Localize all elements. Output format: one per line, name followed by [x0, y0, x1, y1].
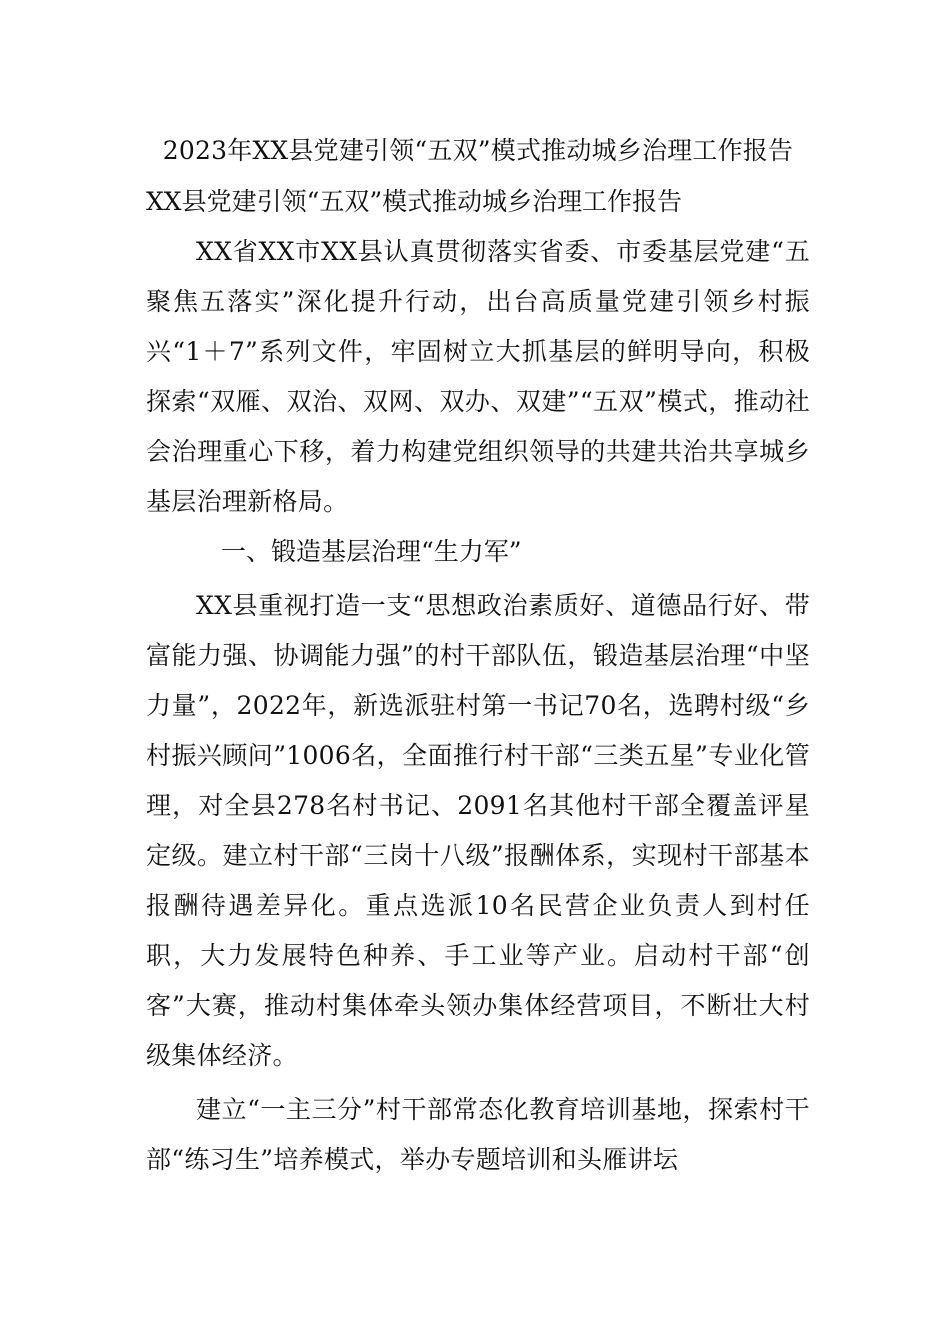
intro-paragraph: XX省XX市XX县认真贯彻落实省委、市委基层党建“五聚焦五落实”深化提升行动，出台高质量党建引领乡村振兴“1＋7”系列文件，牢固树立大抓基层的鲜明导向，积极探索“双雁、双治、双网、双办、双建”“五双”模式，推动社会治理重心下移，着力构建党组织领导的共建共治共享城乡基层治理新格局。 — [146, 237, 810, 516]
document-body — [146, 125, 810, 1185]
section-1-paragraph-2: 建立“一主三分”村干部常态化教育培训基地，探索村干部“练习生”培养模式，举办专题培训和头雁讲坛 — [146, 1095, 810, 1174]
document-subtitle: XX县党建引领“五双”模式推动城乡治理工作报告 — [146, 187, 683, 216]
document-title: 2023年XX县党建引领“五双”模式推动城乡治理工作报告 — [162, 136, 794, 165]
section-1-paragraph-1: XX县重视打造一支“思想政治素质好、道德品行好、带富能力强、协调能力强”的村干部队伍，锻造基层治理“中坚力量”，2022年，新选派驻村第一书记70名，选聘村级“乡村振兴顾问”1006名，全面推行村干部“三类五星”专业化管理，对全县278名村书记、2091名其他村干部全覆盖评星定级。建立村干部“三岗十八级”报酬体系，实现村干部基本报酬待遇差异化。重点选派10名民营企业负责人到村任职，大力发展特色种养、手工业等产业。启动村干部“创客”大赛，推动村集体牵头领办集体经营项目，不断壮大村级集体经济。 — [146, 591, 810, 1070]
section-heading-1: 一、锻造基层治理“生力军” — [221, 537, 522, 566]
